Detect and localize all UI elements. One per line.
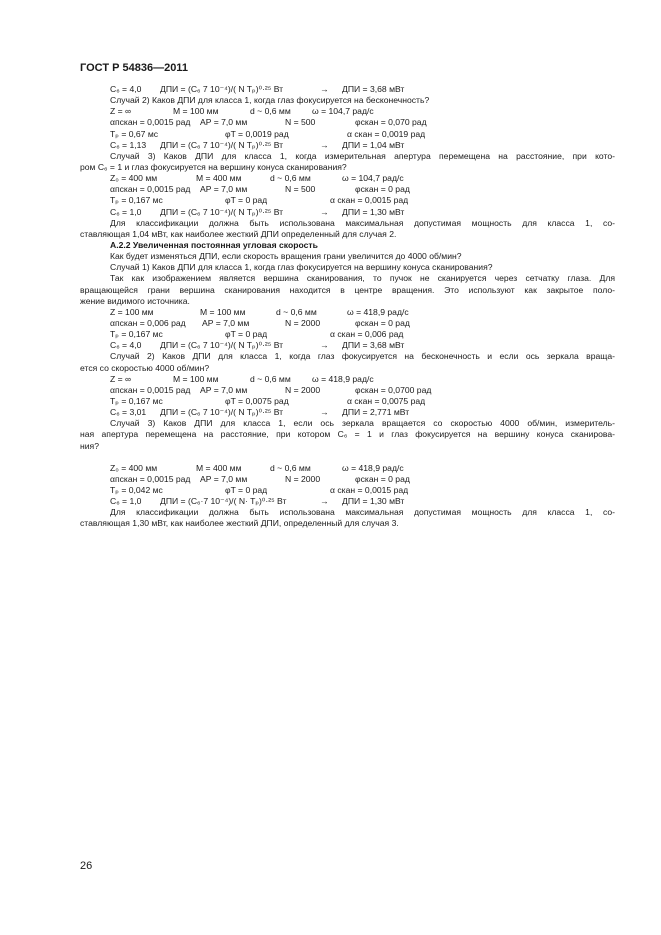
param-row: αпскан = 0,0015 рад AP = 7,0 мм N = 500 φскан = 0 рад: [110, 184, 410, 195]
param-row: Z = ∞ M = 100 мм d ~ 0,6 мм ω = 104,7 рад/с: [110, 106, 374, 117]
param-row: αпскан = 0,006 рад AP = 7,0 мм N = 2000 φскан = 0 рад: [110, 317, 410, 328]
document-header: ГОСТ Р 54836—2011: [80, 62, 188, 74]
section-title: А.2.2 Увеличенная постоянная угловая скорость: [110, 239, 318, 250]
formula-row: C₆ = 4,0 ДПИ = (C₆ 7 10⁻⁴)/( N Tₚ)⁰·²⁵ Вт → ДПИ = 3,68 мВт: [110, 84, 405, 94]
param-row: Tₚ = 0,042 мс φT = 0 рад α скан = 0,0015 рад: [110, 485, 409, 496]
formula-row: C₆ = 4,0 ДПИ = (C₆ 7 10⁻⁴)/( N Tₚ)⁰·²⁵ Вт → ДПИ = 3,68 мВт: [110, 340, 405, 351]
formula-row: C₆ = 1,0 ДПИ = (C₆·7 10⁻⁴)/( N· Tₚ)⁰·²⁵ Вт → ДПИ = 1,30 мВт: [110, 496, 405, 507]
param-row: αпскан = 0,0015 рад AP = 7,0 мм N = 500 φскан = 0,070 рад: [110, 117, 427, 128]
case-question-cont: ния?: [80, 440, 99, 451]
case-question: Случай 3) Каков ДПИ для класса 1, когда измерительная апертура перемещена на расстояние, при кото-: [110, 150, 615, 161]
case-question: Случай 2) Каков ДПИ для класса 1, когда глаз фокусируется на бесконечность и если ось зеркала враща-: [110, 351, 615, 362]
case-question-cont: ная апертура перемещена на расстояние, при котором C₆ = 1 и глаз фокусируется на вершину конуса сканирова-: [80, 429, 615, 440]
param-row: Tₚ = 0,167 мс φT = 0,0075 рад α скан = 0,0075 рад: [110, 395, 426, 406]
param-row: Z₀ = 400 мм M = 400 мм d ~ 0,6 мм ω = 104,7 рад/с: [110, 173, 404, 184]
conclusion-cont: ставляющая 1,04 мВт, как наиболее жесткий ДПИ определенный для случая 2.: [80, 228, 397, 239]
param-row: Tₚ = 0,167 мс φT = 0 рад α скан = 0,006 рад: [110, 329, 404, 340]
page-content: [80, 84, 615, 530]
formula-row: C₆ = 3,01 ДПИ = (C₆ 7 10⁻⁴)/( N Tₚ)⁰·²⁵ Вт → ДПИ = 2,771 мВт: [110, 407, 410, 418]
param-row: αпскан = 0,0015 рад AP = 7,0 мм N = 2000 φскан = 0,0700 рад: [110, 384, 432, 395]
case-question-cont: ром C₆ = 1 и глаз фокусируется на вершину конуса сканирования?: [80, 161, 347, 172]
conclusion: Для классификации должна быть использована максимальная допустимая мощность для класса 1, со-: [110, 507, 615, 518]
paragraph: жение видимого источника.: [80, 295, 190, 306]
case-question: Случай 1) Каков ДПИ для класса 1, когда глаз фокусируется на вершину конуса сканирования?: [110, 262, 493, 273]
param-row: Z = 100 мм M = 100 мм d ~ 0,6 мм ω = 418,9 рад/с: [110, 306, 409, 317]
param-row: Tₚ = 0,67 мс φT = 0,0019 рад α скан = 0,0019 рад: [110, 128, 426, 139]
formula-row: C₆ = 1,0 ДПИ = (C₆ 7 10⁻⁴)/( N Tₚ)⁰·²⁵ Вт → ДПИ = 1,30 мВт: [110, 206, 405, 217]
question: Как будет изменяться ДПИ, если скорость вращения грани увеличится до 4000 об/мин?: [110, 251, 462, 262]
param-row: Tₚ = 0,167 мс φT = 0 рад α скан = 0,0015 рад: [110, 195, 409, 206]
param-row: αпскан = 0,0015 рад AP = 7,0 мм N = 2000 φскан = 0 рад: [110, 473, 410, 484]
case-question: Случай 2) Каков ДПИ для класса 1, когда глаз фокусируется на бесконечность?: [110, 95, 430, 106]
paragraph: вращающейся грани вершина сканирования находится в центре вращения. Это используют как закрытое поло-: [80, 284, 615, 295]
case-question-cont: ется со скоростью 4000 об/мин?: [80, 362, 210, 373]
formula-row: C₆ = 1,13 ДПИ = (C₆ 7 10⁻⁴)/( N Tₚ)⁰·²⁵ Вт → ДПИ = 1,04 мВт: [110, 139, 405, 150]
param-row: Z = ∞ M = 100 мм d ~ 0,6 мм ω = 418,9 рад/с: [110, 373, 374, 384]
page-number: 26: [80, 860, 93, 872]
conclusion: Для классификации должна быть использована максимальная допустимая мощность для класса 1, со-: [110, 217, 615, 228]
paragraph: Так как изображением является вершина сканирования, то пучок не сканируется через сетчатку глаза. Для: [110, 273, 615, 284]
case-question: Случай 3) Каков ДПИ для класса 1, если ось зеркала вращается со скоростью 4000 об/мин, измеритель-: [110, 418, 615, 429]
param-row: Z₀ = 400 мм M = 400 мм d ~ 0,6 мм ω = 418,9 рад/с: [110, 462, 404, 473]
conclusion-cont: ставляющая 1,30 мВт, как наиболее жесткий ДПИ, определенный для случая 3.: [80, 518, 399, 529]
